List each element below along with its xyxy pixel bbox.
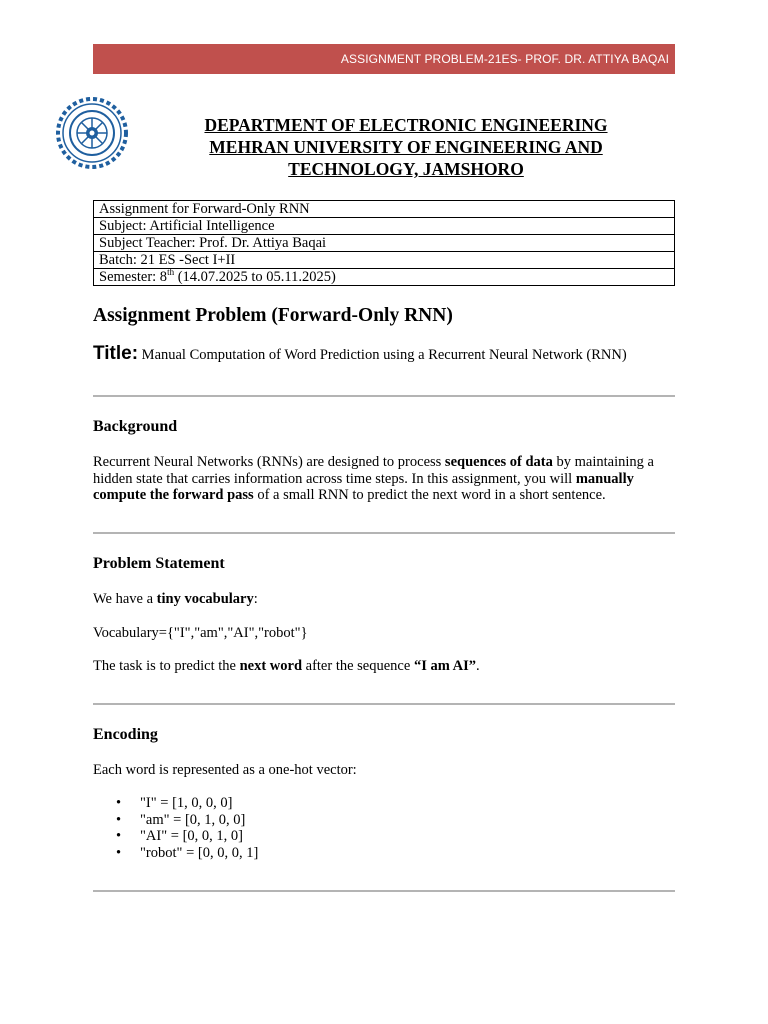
encoding-intro: Each word is represented as a one-hot vector: bbox=[93, 762, 357, 778]
divider bbox=[93, 395, 675, 397]
title-text: Manual Computation of Word Prediction using a Recurrent Neural Network (RNN) bbox=[138, 347, 627, 363]
encoding-heading: Encoding bbox=[93, 726, 158, 743]
list-item: • "robot" = [0, 0, 0, 1] bbox=[140, 845, 258, 862]
assignment-info-table bbox=[93, 200, 675, 286]
table-row bbox=[94, 252, 675, 269]
department-line-1: DEPARTMENT OF ELECTRONIC ENGINEERING bbox=[204, 115, 608, 135]
task-bold-2: “I am AI” bbox=[413, 658, 476, 674]
semester-prefix: Semester: 8 bbox=[99, 269, 168, 285]
divider bbox=[93, 532, 675, 534]
task-text-1: The task is to predict the bbox=[93, 658, 240, 674]
background-text-1: Recurrent Neural Networks (RNNs) are designed to process bbox=[93, 454, 445, 470]
university-logo bbox=[54, 95, 130, 171]
teacher-cell: Subject Teacher: Prof. Dr. Attiya Baqai bbox=[94, 235, 675, 252]
assignment-cell: Assignment for Forward-Only RNN bbox=[94, 201, 675, 218]
table-row bbox=[94, 269, 675, 286]
assignment-title bbox=[93, 343, 627, 365]
semester-ordinal: th bbox=[167, 267, 175, 278]
semester-dates: (14.07.2025 to 05.11.2025) bbox=[174, 269, 336, 285]
table-row bbox=[94, 218, 675, 235]
background-bold-1: sequences of data bbox=[444, 454, 553, 470]
running-header-text: ASSIGNMENT PROBLEM-21ES- PROF. DR. ATTIYA BAQAI bbox=[340, 52, 669, 66]
task-text-2: after the sequence bbox=[302, 658, 414, 674]
divider bbox=[93, 703, 675, 705]
background-text-3: of a small RNN to predict the next word in a short sentence. bbox=[253, 487, 606, 503]
task-statement bbox=[93, 658, 677, 675]
list-item: • "I" = [1, 0, 0, 0] bbox=[140, 795, 258, 812]
table-row bbox=[94, 201, 675, 218]
background-bold-2: manually compute the forward pass bbox=[93, 470, 634, 503]
main-heading: Assignment Problem (Forward-Only RNN) bbox=[93, 305, 453, 326]
department-line-2: MEHRAN UNIVERSITY OF ENGINEERING AND bbox=[209, 137, 603, 157]
vocabulary-intro bbox=[93, 591, 677, 608]
list-item: • "AI" = [0, 0, 1, 0] bbox=[140, 828, 258, 845]
department-line-3: TECHNOLOGY, JAMSHORO bbox=[288, 159, 524, 179]
task-text-3: . bbox=[475, 658, 480, 674]
batch-cell: Batch: 21 ES -Sect I+II bbox=[94, 252, 675, 269]
semester-cell bbox=[94, 269, 675, 286]
task-bold-1: next word bbox=[239, 658, 303, 674]
background-heading: Background bbox=[93, 418, 178, 435]
table-row bbox=[94, 235, 675, 252]
title-label: Title: bbox=[93, 343, 139, 364]
background-paragraph bbox=[93, 454, 677, 504]
divider bbox=[93, 890, 675, 892]
running-header bbox=[93, 44, 675, 74]
vocab-intro-text: We have a bbox=[93, 591, 157, 607]
vocabulary-definition: Vocabulary={"I","am","AI","robot"} bbox=[93, 625, 308, 641]
list-item: • "am" = [0, 1, 0, 0] bbox=[140, 812, 258, 829]
encoding-list bbox=[93, 795, 258, 861]
department-heading bbox=[130, 114, 682, 180]
background-text-2: by maintaining a hidden state that carries information across time steps. In this assignment, you will bbox=[93, 454, 654, 487]
subject-cell: Subject: Artificial Intelligence bbox=[94, 218, 675, 235]
vocab-intro-end: : bbox=[253, 591, 258, 607]
vocab-intro-bold: tiny vocabulary bbox=[156, 591, 254, 607]
problem-statement-heading: Problem Statement bbox=[93, 555, 225, 572]
